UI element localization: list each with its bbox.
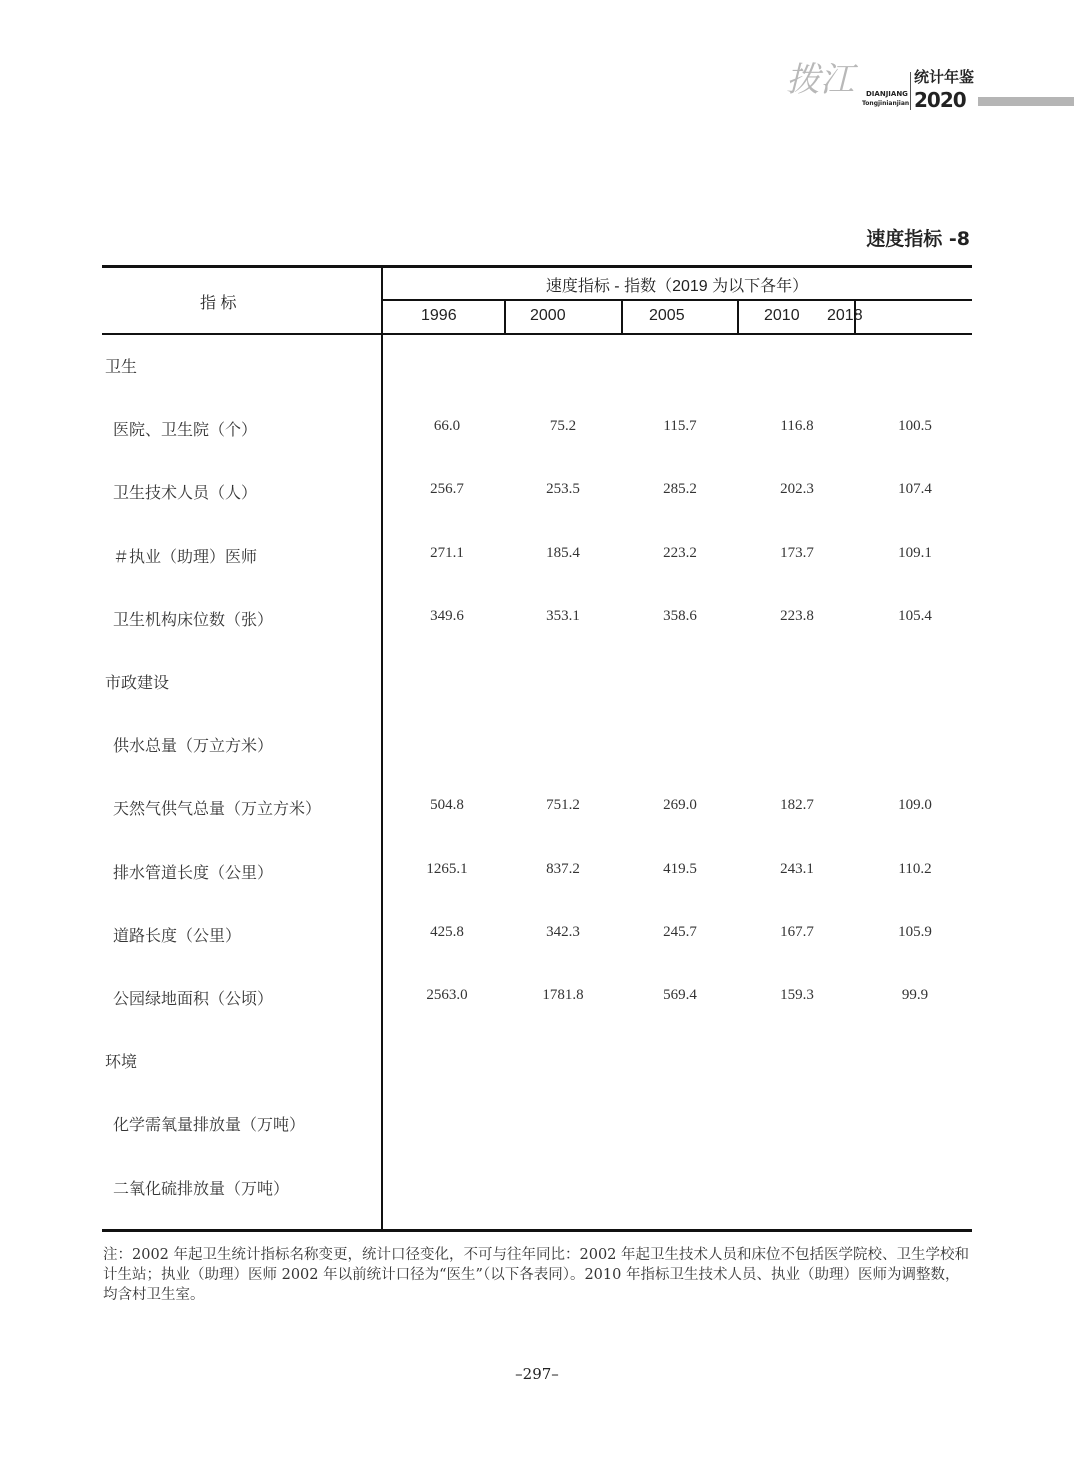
logo-year: 2020: [914, 88, 966, 112]
row-label: 公园绿地面积（公顷）: [113, 989, 274, 1008]
cell-value: 75.2: [549, 418, 577, 435]
year-header: 2005: [649, 307, 685, 324]
cell-value: 256.7: [430, 481, 464, 498]
logo-title: 统计年鉴: [914, 68, 975, 86]
cell-value: 223.2: [663, 544, 697, 561]
cell-value: 202.3: [780, 481, 814, 498]
cell-value: 109.1: [898, 544, 932, 561]
row-label: 天然气供气总量（万立方米）: [113, 799, 322, 819]
cell-value: 243.1: [780, 860, 814, 877]
row-label: 道路长度（公里）: [113, 925, 242, 945]
cell-value: 109.0: [898, 797, 932, 814]
cell-value: 253.5: [546, 481, 580, 498]
cell-value: 342.3: [546, 923, 580, 940]
row-label: ＃执业（助理）医师: [113, 546, 258, 566]
row-header: 指 标: [200, 295, 237, 312]
header-bottom-rule: [102, 333, 972, 335]
cell-value: 569.4: [663, 987, 697, 1003]
logo-pinyin: DIANJIANG: [866, 90, 908, 98]
year-header: 2018: [827, 307, 863, 324]
col-divider: [504, 300, 506, 334]
cell-value: 110.2: [898, 860, 932, 877]
cell-value: 353.1: [546, 607, 580, 624]
col-divider: [621, 300, 623, 334]
cell-value: 105.4: [898, 607, 932, 624]
cell-value: 425.8: [430, 923, 464, 940]
section-label: 市政建设: [105, 673, 170, 692]
cell-value: 159.3: [780, 987, 814, 1003]
cell-value: 115.7: [663, 418, 697, 435]
cell-value: 100.5: [898, 418, 932, 435]
row-label: 供水总量（万立方米）: [113, 736, 274, 756]
logo-pinyin-sub: Tongjinianjian: [862, 100, 910, 107]
logo-script: 拨江: [786, 60, 854, 100]
year-header: 2000: [530, 307, 566, 324]
year-header: 2010: [764, 307, 800, 324]
cell-value: 245.7: [663, 923, 697, 940]
cell-value: 99.9: [901, 987, 929, 1003]
cell-value: 223.8: [780, 607, 814, 624]
logo-divider: [910, 72, 911, 110]
group-header: 速度指标 - 指数（2019 为以下各年）: [545, 278, 809, 295]
cell-value: 837.2: [546, 860, 580, 877]
row-label: 卫生机构床位数（张）: [113, 609, 274, 629]
cell-value: 285.2: [663, 481, 697, 498]
cell-value: 349.6: [430, 607, 464, 624]
table-note: 注：2002 年起卫生统计指标名称变更，统计口径变化，不可与往年同比：2002 年起卫生技术人员和床位不包括医学院校、卫生学校和计生站；执业（助理）医师 2002 年以前统计口径为“医生”（以下各表同）。2010 年指标卫生技术人员、执业（助理）医师为调整数，均含村卫生室。: [103, 1247, 970, 1303]
cell-value: 358.6: [663, 607, 697, 624]
table-title: 速度指标 -8: [866, 228, 970, 250]
cell-value: 173.7: [780, 544, 814, 561]
cell-value: 751.2: [546, 797, 580, 814]
cell-value: 185.4: [546, 544, 580, 561]
cell-value: 271.1: [430, 544, 464, 561]
cell-value: 66.0: [433, 418, 461, 435]
table-top-rule: [102, 265, 972, 268]
year-header: 1996: [421, 307, 457, 324]
row-label: 医院、卫生院（个）: [113, 420, 258, 440]
cell-value: 1265.1: [426, 860, 468, 877]
section-label: 环境: [105, 1052, 138, 1072]
cell-value: 2563.0: [426, 987, 468, 1003]
stub-divider: [381, 267, 383, 1231]
section-label: 卫生: [105, 357, 138, 376]
cell-value: 105.9: [898, 923, 932, 940]
col-divider: [737, 300, 739, 334]
cell-value: 182.7: [780, 797, 814, 814]
page-number: –297–: [515, 1365, 559, 1383]
cell-value: 269.0: [663, 797, 697, 814]
row-label: 二氧化硫排放量（万吨）: [113, 1178, 290, 1198]
cell-value: 419.5: [663, 860, 697, 877]
header-bar: [978, 97, 1074, 106]
cell-value: 1781.8: [542, 987, 584, 1003]
header-divider: [382, 299, 972, 301]
table-bottom-rule: [102, 1229, 972, 1232]
row-label: 卫生技术人员（人）: [113, 483, 258, 503]
cell-value: 504.8: [430, 797, 464, 814]
cell-value: 116.8: [780, 418, 814, 435]
cell-value: 167.7: [780, 923, 814, 940]
row-label: 化学需氧量排放量（万吨）: [113, 1115, 306, 1135]
row-label: 排水管道长度（公里）: [113, 862, 274, 882]
cell-value: 107.4: [898, 481, 932, 498]
